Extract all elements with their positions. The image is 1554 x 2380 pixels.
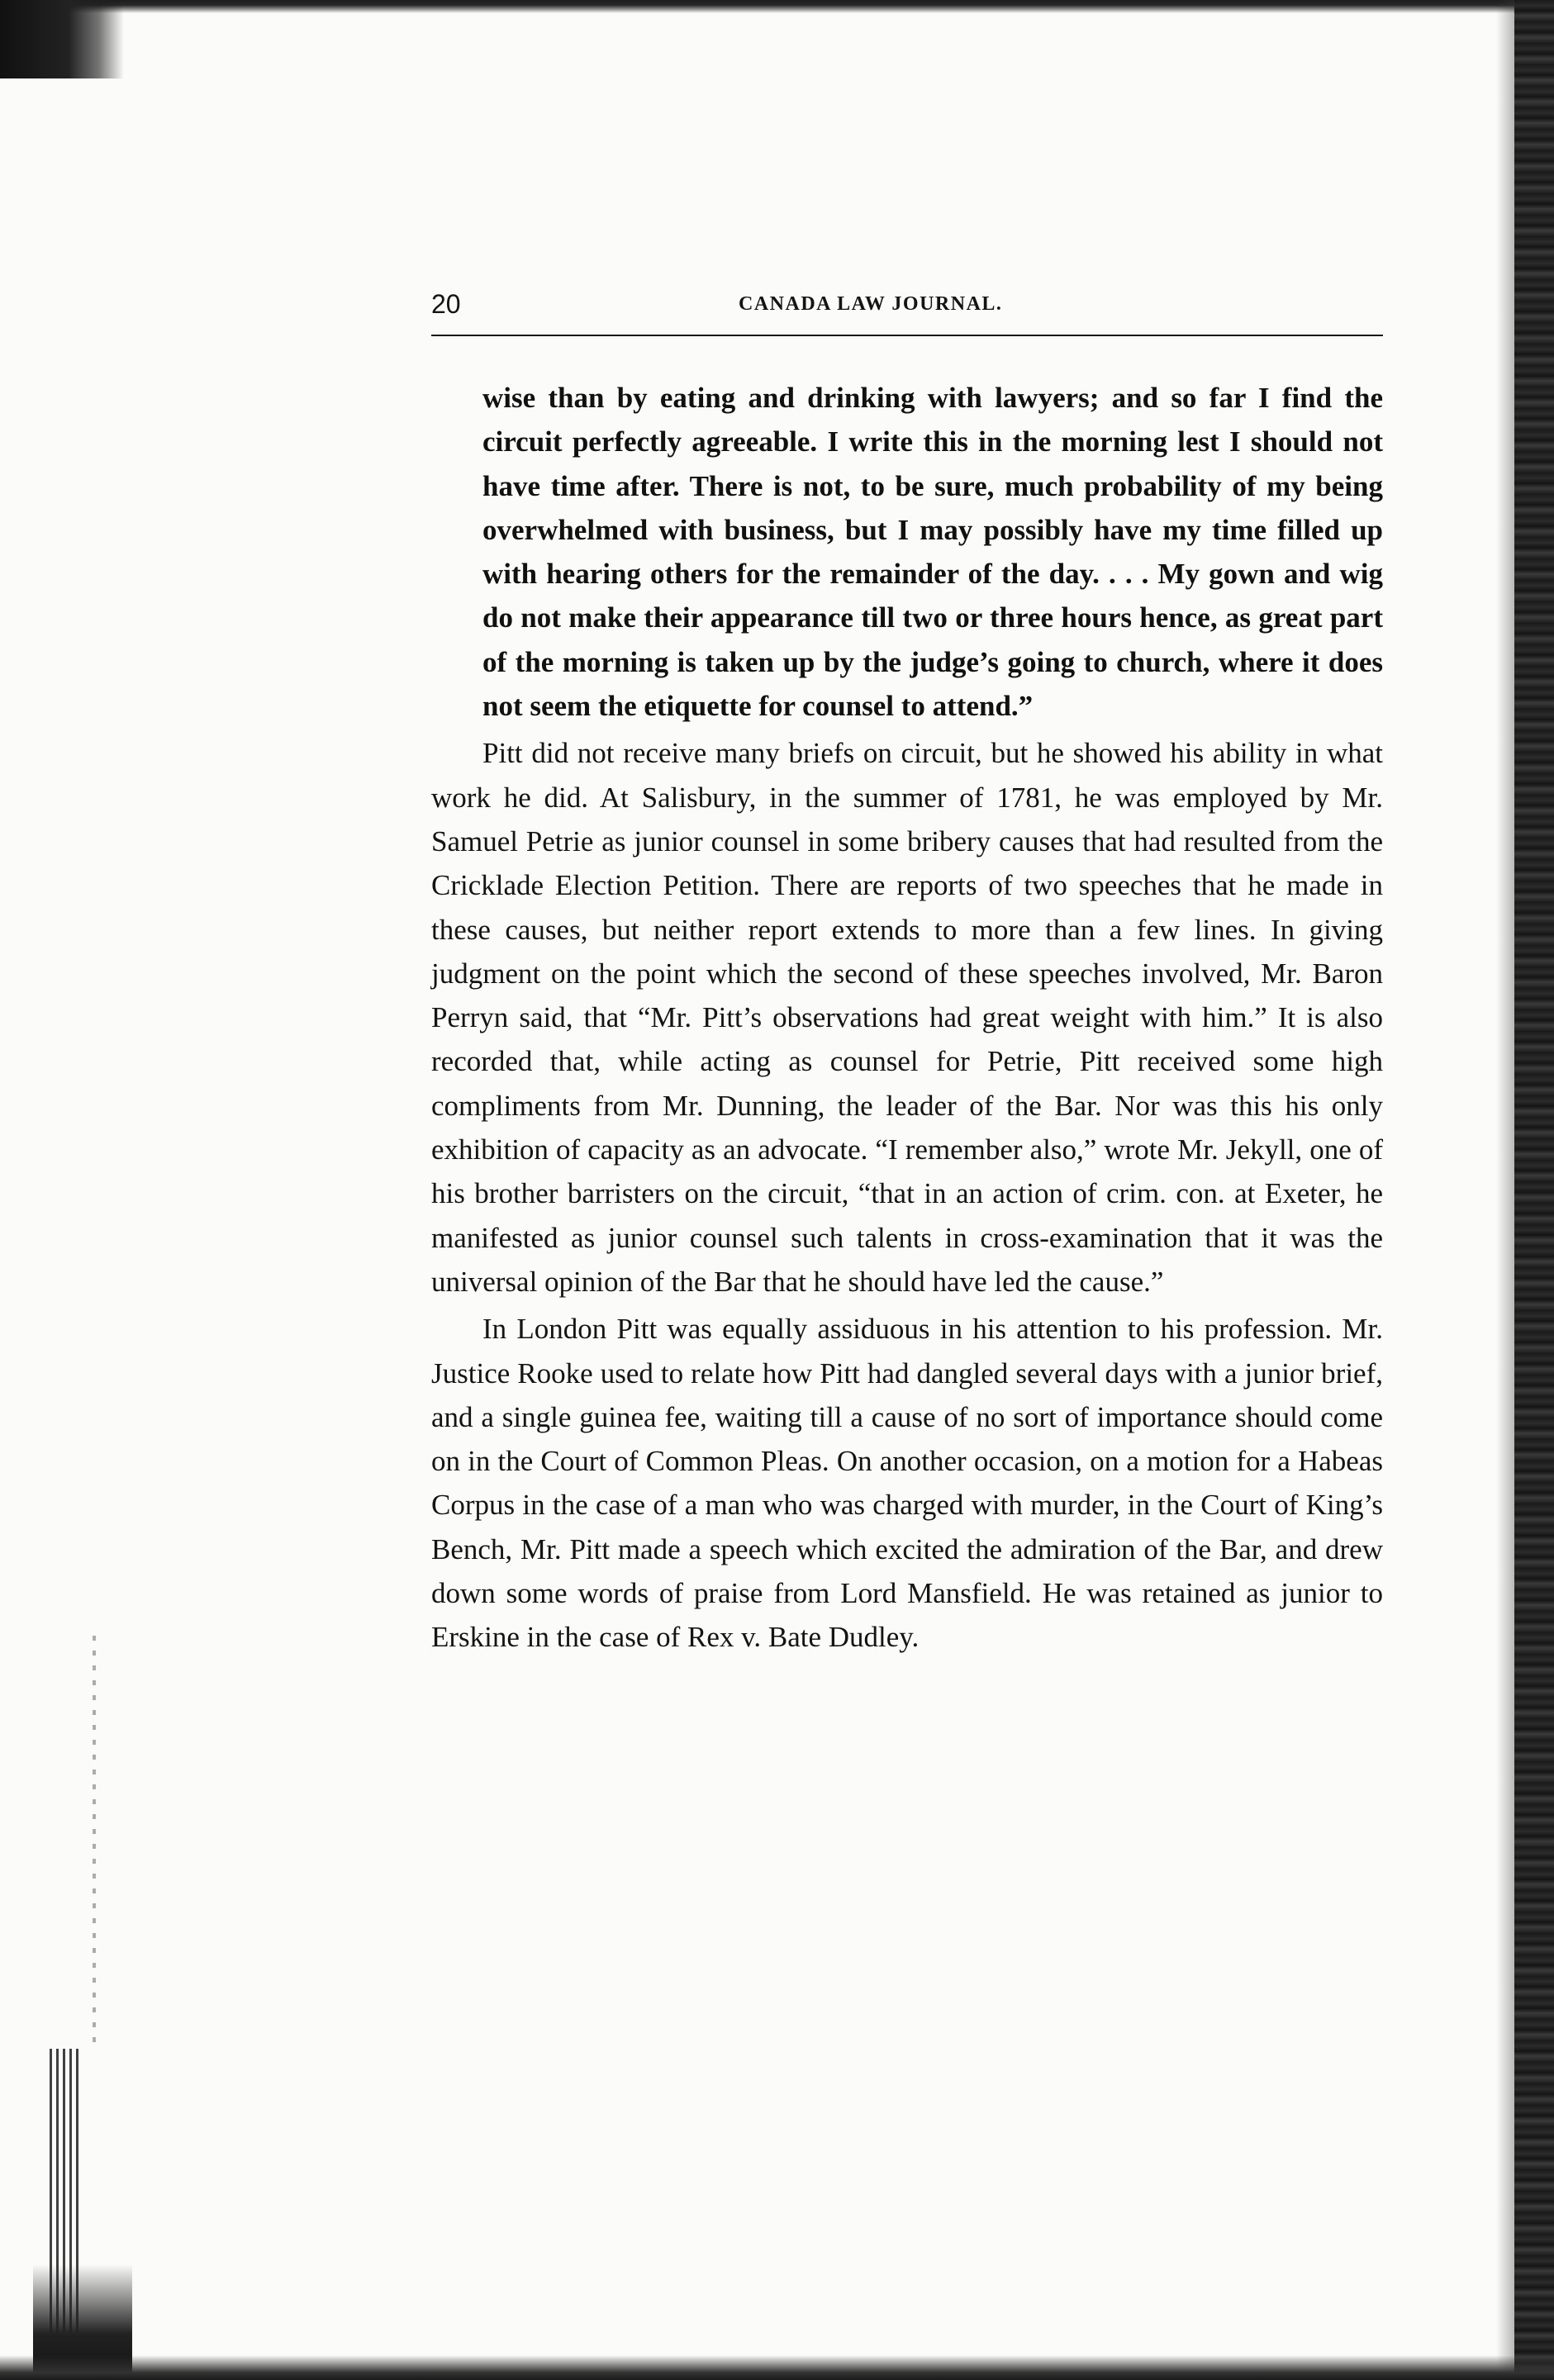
scan-edge-bottom	[0, 2355, 1554, 2380]
scan-edge-left-marks	[93, 1636, 96, 2049]
journal-title: CANADA LAW JOURNAL.	[739, 293, 1003, 315]
paragraph-letter-quote: wise than by eating and drinking with lawyers; and so far I find the circuit perfectly agreeable. I write this in the morning lest I should not have time after. There is not, to be sure, much probability of my being overwhelmed with business, but I may possibly have my time filled up with hearing others for the remainder of the day. . . . My gown and wig do not make their appearance till two or three hours hence, as great part of the morning is taken up by the judge’s going to church, where it does not seem the etiquette for counsel to attend.”	[482, 382, 1383, 723]
page-number: 20	[431, 289, 461, 319]
header-rule	[431, 335, 1383, 336]
body-text	[431, 376, 1383, 1660]
running-head	[431, 287, 1383, 321]
paragraph-circuit: Pitt did not receive many briefs on circuit, but he showed his ability in what work he did. At Salisbury, in the summer of 1781, he was employed by Mr. Samuel Petrie as junior counsel in some bribery causes that had resulted from the Cricklade Election Petition. There are reports of two speeches that he made in these causes, but neither report extends to more than a few lines. In giving judgment on the point which the second of these speeches involved, Mr. Baron Perryn said, that “Mr. Pitt’s observations had great weight with him.” It is also recorded that, while acting as counsel for Petrie, Pitt received some high compliments from Mr. Dunning, the leader of the Bar. Nor was this his only exhibition of capacity as an advocate. “I remember also,” wrote Mr. Jekyll, one of his brother barristers on the circuit, “that in an action of crim. con. at Exeter, he manifested as junior counsel such talents in cross-examination that it was the universal opinion of the Bar that he should have led the cause.”	[431, 737, 1383, 1298]
scan-edge-right	[1514, 0, 1554, 2380]
scan-edge-top-left	[0, 0, 124, 78]
paragraph-london: In London Pitt was equally assiduous in his attention to his profession. Mr. Justice Rooke used to relate how Pitt had dangled several days with a junior brief, and a single guinea fee, waiting till a cause of no sort of importance should come on in the Court of Common Pleas. On another occasion, on a motion for a Habeas Corpus in the case of a man who was charged with murder, in the Court of King’s Bench, Mr. Pitt made a speech which excited the admiration of the Bar, and drew down some words of praise from Lord Mansfield. He was retained as junior to Erskine in the case of Rex v. Bate Dudley.	[431, 1313, 1383, 1654]
scan-edge-right-shadow	[1496, 0, 1514, 2380]
scan-edge-top	[0, 0, 1554, 13]
